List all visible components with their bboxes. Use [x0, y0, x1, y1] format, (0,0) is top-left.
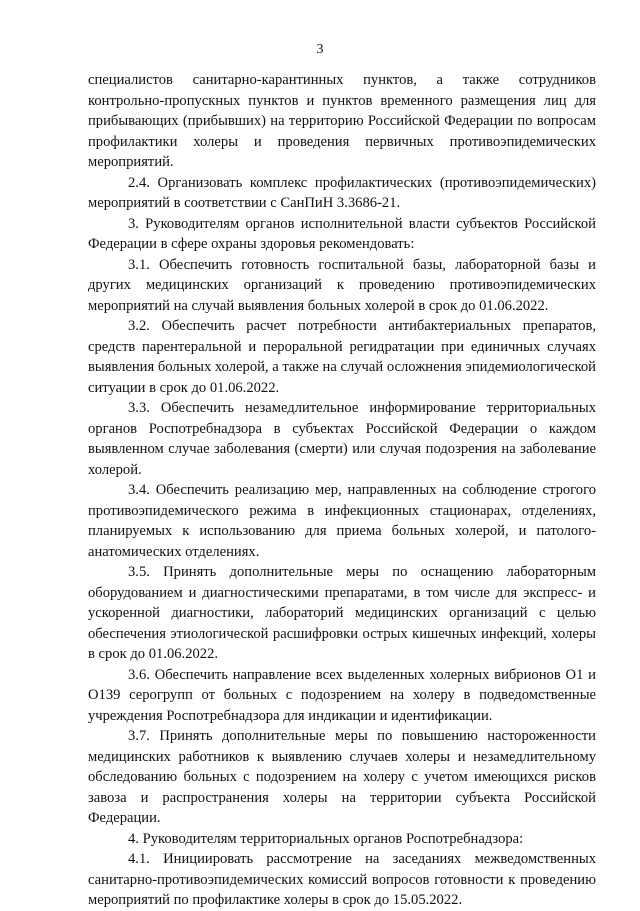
paragraph-3-1: 3.1. Обеспечить готовность госпитальной базы, лабораторной базы и других медицинских организаций к проведению противоэпидемических мероприятий на случай выявления больных холерой в срок до 01.06.2022.	[88, 256, 596, 314]
paragraph-3-4: 3.4. Обеспечить реализацию мер, направленных на соблюдение строгого противоэпидемического режима в инфекционных стационарах, отделениях, планируемых к использованию для приема больных холерой, и патолого-анатомических отделениях.	[88, 482, 596, 560]
paragraph-3-7: 3.7. Принять дополнительные меры по повышению настороженности медицинских работников к выявлению случаев холеры и незамедлительному обследованию больных с подозрением на холеру с учетом имеющихся рисков завоза и распространения холеры на территории субъекта Российской Федерации.	[88, 728, 596, 826]
page-number: 3	[316, 42, 324, 57]
paragraph-4: 4. Руководителям территориальных органов Роспотребнадзора:	[128, 830, 524, 847]
paragraph-4-1: 4.1. Инициировать рассмотрение на заседаниях межведомственных санитарно-противоэпидемических комиссий вопросов готовности к проведению мероприятий по профилактике холеры в срок до 15.05.2022.	[88, 851, 596, 908]
paragraph-2-4: 2.4. Организовать комплекс профилактических (противоэпидемических) мероприятий в соответствии с СанПиН 3.3686-21.	[88, 174, 596, 211]
paragraph-3-6: 3.6. Обеспечить направление всех выделенных холерных вибрионов О1 и О139 серогрупп от больных с подозрением на холеру в подведомственные учреждения Роспотребнадзора для индикации и идентификации.	[88, 666, 596, 724]
document-body	[88, 70, 596, 911]
paragraph-3-5: 3.5. Принять дополнительные меры по оснащению лабораторным оборудованием и диагностическими препаратами, в том числе для экспресс- и ускоренной диагностики, лабораторий медицинских организаций с целью обеспечения этиологической расшифровки острых кишечных инфекций, холеры в срок до 01.06.2022.	[88, 564, 596, 662]
paragraph-3-2: 3.2. Обеспечить расчет потребности антибактериальных препаратов, средств парентеральной и пероральной регидратации при единичных случаях выявления больных холерой, а также на случай осложнения эпидемиологической ситуации в срок до 01.06.2022.	[88, 318, 596, 396]
paragraph-3-3: 3.3. Обеспечить незамедлительное информирование территориальных органов Роспотребнадзора в субъектах Российской Федерации о каждом выявленном случае заболевания (смерти) или случая подозрения на заболевание холерой.	[88, 400, 596, 478]
paragraph-continuation: специалистов санитарно-карантинных пунктов, а также сотрудников контрольно-пропускных пунктов и пунктов временного размещения лиц для прибывающих (прибывших) на территорию Российской Федерации по вопросам профилактики холеры и проведения первичных противоэпидемических мероприятий.	[88, 72, 596, 170]
paragraph-3: 3. Руководителям органов исполнительной власти субъектов Российской Федерации в сфере охраны здоровья рекомендовать:	[88, 215, 596, 252]
